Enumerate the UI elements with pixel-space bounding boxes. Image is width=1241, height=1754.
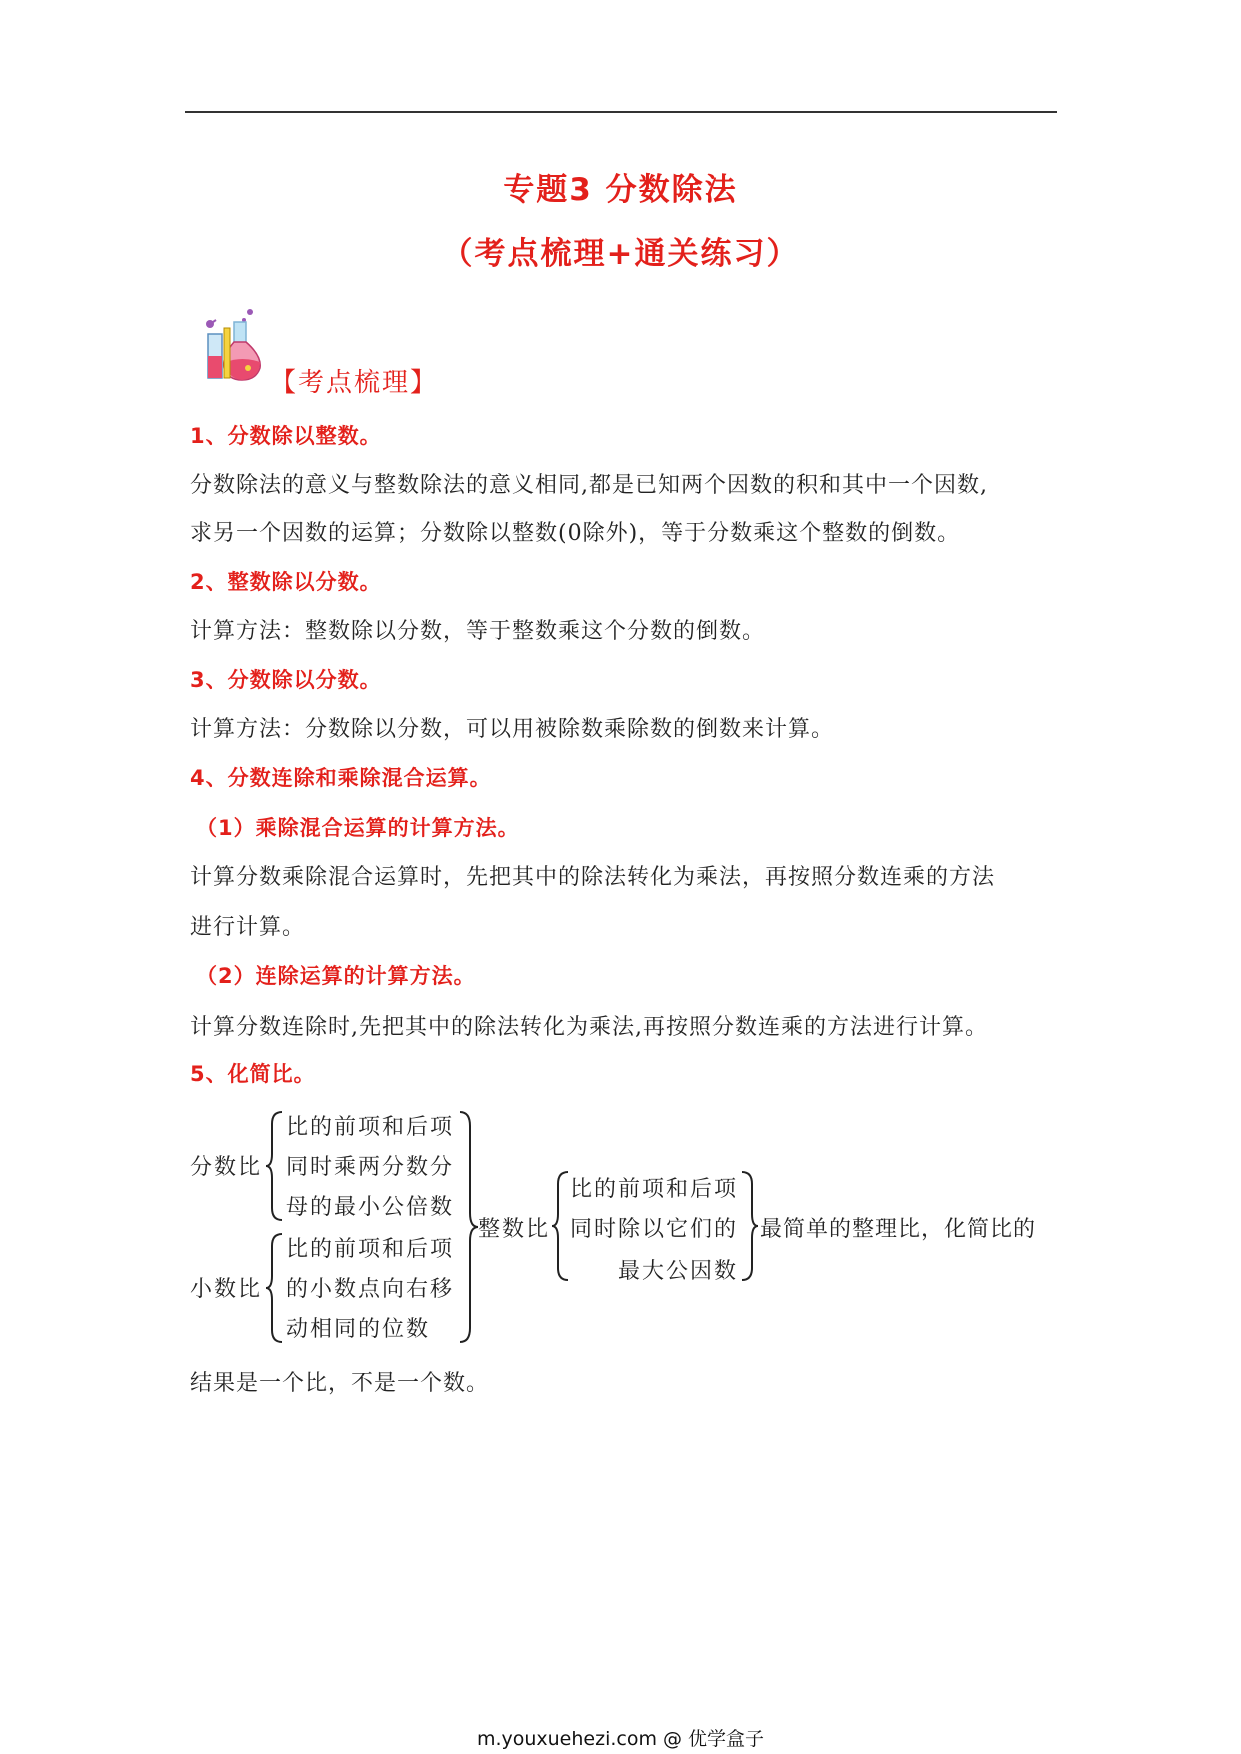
section-tag: 【考点梳理】 [270,368,439,398]
right-brace [458,1110,478,1344]
left-brace [266,1232,284,1344]
diagram-line: 的小数点向右移 [286,1277,455,1302]
diagram-line: 比的前项和后项 [286,1237,455,1262]
top-rule [185,111,1057,113]
fraction-ratio-label: 分数比 [190,1155,263,1180]
decimal-ratio-label: 小数比 [190,1277,263,1302]
diagram-line: 母的最小公倍数 [286,1195,455,1220]
point-heading-2: 2、整数除以分数。 [190,570,382,594]
paragraph-line: 分数除法的意义与整数除法的意义相同,都是已知两个因数的积和其中一个因数, [190,473,988,498]
sub-point-heading-2: （2）连除运算的计算方法。 [196,964,476,988]
diagram-line: 比的前项和后项 [286,1115,455,1140]
point-heading-4: 4、分数连除和乘除混合运算。 [190,766,492,790]
diagram-line: 最大公因数 [618,1259,739,1284]
diagram-line: 比的前项和后项 [570,1177,739,1202]
right-brace [740,1170,758,1282]
integer-ratio-label: 整数比 [478,1217,551,1242]
point-heading-3: 3、分数除以分数。 [190,668,382,692]
point-heading-5: 5、化简比。 [190,1062,316,1086]
sub-point-heading-1: （1）乘除混合运算的计算方法。 [196,816,520,840]
page-title: 专题3 分数除法 [503,172,738,208]
conclusion: 结果是一个比，不是一个数。 [190,1371,490,1396]
diagram-result: 最简单的整理比，化简比的 [760,1217,1037,1242]
page-subtitle: （考点梳理+通关练习） [441,236,800,272]
diagram-line: 同时乘两分数分 [286,1155,455,1180]
paragraph-line: 计算方法：整数除以分数，等于整数乘这个分数的倒数。 [190,619,766,644]
left-brace [266,1110,284,1222]
paragraph-line: 计算方法：分数除以分数，可以用被除数乘除数的倒数来计算。 [190,717,835,742]
paragraph-line: 求另一个因数的运算；分数除以整数(0除外)，等于分数乘这个整数的倒数。 [190,521,961,546]
diagram-line: 同时除以它们的 [570,1217,739,1242]
paragraph-line: 计算分数乘除混合运算时，先把其中的除法转化为乘法，再按照分数连乘的方法 [190,865,996,890]
diagram-line: 动相同的位数 [286,1317,431,1342]
left-brace [552,1170,570,1282]
paragraph-line: 进行计算。 [190,915,306,940]
footer-watermark: m.youxuehezi.com @ 优学盒子 [476,1728,765,1750]
flask-icon [204,306,264,384]
paragraph-line: 计算分数连除时,先把其中的除法转化为乘法,再按照分数连乘的方法进行计算。 [190,1015,988,1040]
point-heading-1: 1、分数除以整数。 [190,424,382,448]
